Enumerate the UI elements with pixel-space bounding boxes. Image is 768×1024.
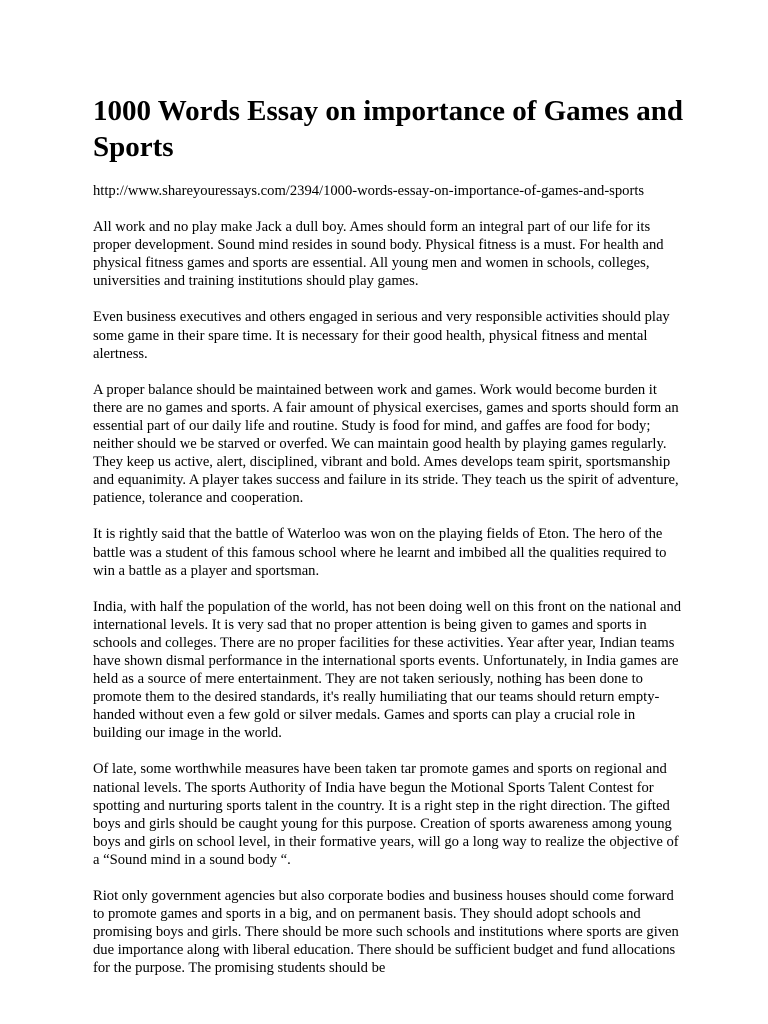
essay-title: 1000 Words Essay on importance of Games and Sports <box>93 95 683 163</box>
paragraph-2: Even business executives and others engaged in serious and very responsible activities should play some game in their spare time. It is necessary for their good health, physical fitness and mental alertness. <box>93 309 670 362</box>
paragraph-4: It is rightly said that the battle of Waterloo was won on the playing fields of Eton. The hero of the battle was a student of this famous school where he learnt and imbibed all the qualities required to win a battle as a player and sportsman. <box>93 526 667 579</box>
source-url: http://www.shareyouressays.com/2394/1000-words-essay-on-importance-of-games-and-sports <box>93 183 645 199</box>
paragraph-5: India, with half the population of the world, has not been doing well on this front on the national and international levels. It is very sad that no proper attention is being given to games and sports in schools and colleges. There are no proper facilities for these activities. Year after year, Indian teams have shown dismal performance in the international sports events. Unfortunately, in India games are held as a source of mere entertainment. They are not taken seriously, nothing has been done to promote them to the desired standards, it's really humiliating that our teams should return empty- handed without even a few gold or silver medals. Games and sports can play a crucial role in building our image in the world. <box>93 598 682 742</box>
paragraph-7: Riot only government agencies but also corporate bodies and business houses should come forward to promote games and sports in a big, and on permanent basis. They should adopt schools and promising boys and girls. There should be more such schools and institutions where sports are given due importance along with liberal education. There should be sufficient budget and fund allocations for the purpose. The promising students should be <box>93 888 679 977</box>
essay-body <box>93 182 683 995</box>
paragraph-1: All work and no play make Jack a dull boy. Ames should form an integral part of our life for its proper development. Sound mind resides in sound body. Physical fitness is a must. For health and physical fitness games and sports are essential. All young men and women in schools, colleges, universities and training institutions should play games. <box>93 219 664 290</box>
paragraph-6: Of late, some worthwhile measures have been taken tar promote games and sports on regional and national levels. The sports Authority of India have begun the Motional Sports Talent Contest for spotting and nurturing sports talent in the country. It is a right step in the right direction. The gifted boys and girls should be caught young for this purpose. Creation of sports awareness among young boys and girls on school level, in their formative years, will go a long way to realize the objective of a “Sound mind in a sound body “. <box>93 761 679 868</box>
paragraph-3: A proper balance should be maintained between work and games. Work would become burden it there are no games and sports. A fair amount of physical exercises, games and sports should form an essential part of our daily life and routine. Study is food for mind, and gaffes are food for body; neither should we be starved or overfed. We can maintain good health by playing games regularly. They keep us active, alert, disciplined, vibrant and bold. Ames develops team spirit, sportsmanship and equanimity. A player takes success and failure in its stride. They teach us the spirit of adventure, patience, tolerance and cooperation. <box>93 381 679 507</box>
